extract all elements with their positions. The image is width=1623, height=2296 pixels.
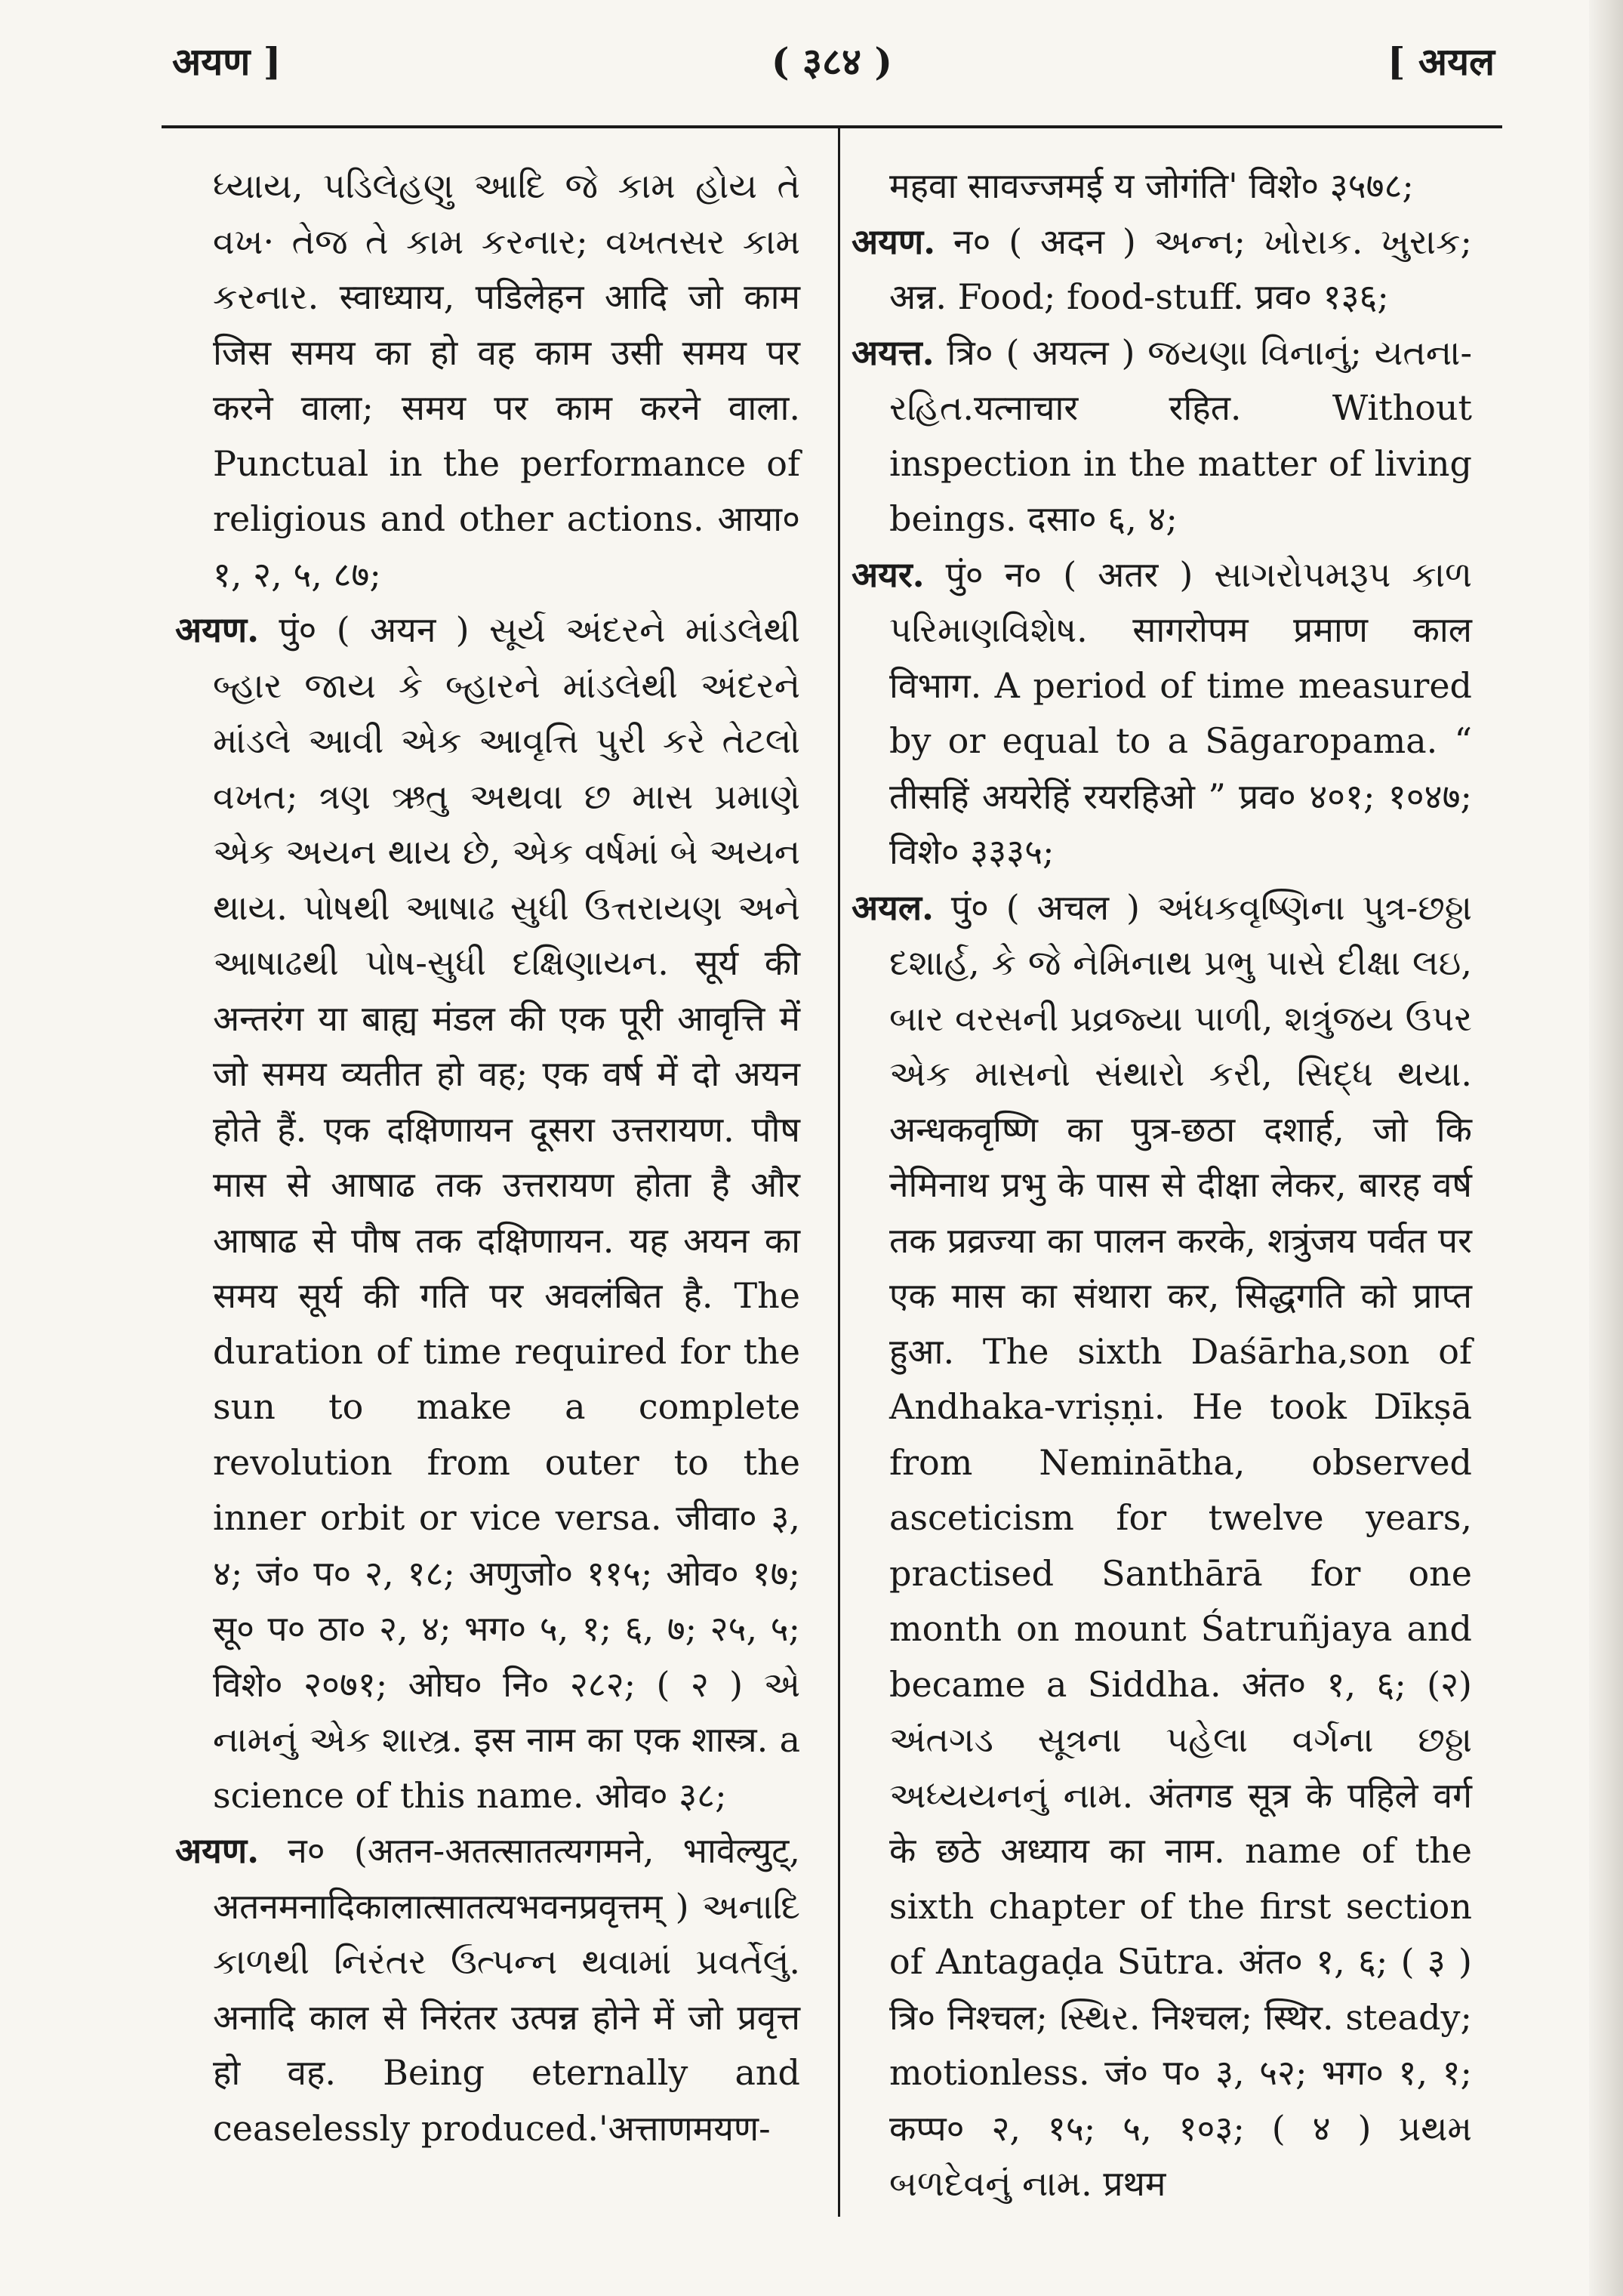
entry-text: ધ્યાય, પડિલેહણુ આદિ જે કામ હોય તે વખ· તેજ તે કામ કરનાર; વખતસર કામ કરનાર. स्वाध्याय, पडिलेहन आदि जो काम जिस समय का हो वह काम उसी समय पर करने वाला; समय पर काम करने वाला. Punctual in the performance of religious and other actions. आया० १, २, ५, ८७; [213,165,800,595]
entry-text: महवा सावज्जमई य जोगंति' विशे० ३५७८; [889,165,1414,206]
entry-text: न० (अतन-अतत्सातत्यगमने, भावेल्युट्, अतनमनादिकालात्सातत्यभवनप्रवृत्तम् ) અનાદિ કાળથી નિરંતર ઉત્પન્ન થવામાં પ્રવર્તેલું. अनादि काल से निरंतर उत्पन्न होने में जो प्रवृत्त हो वह. Being eternally and ceaselessly produced.'अत्ताणमयण- [213,1830,800,2149]
page-edge-shadow [1589,0,1623,2296]
entry-headword: अयण. [175,1830,260,1871]
dictionary-entry-continuation [852,159,1472,214]
column-divider [838,125,840,2217]
dictionary-entry [852,547,1472,880]
dictionary-entry [175,603,800,1823]
dictionary-entry [175,1823,800,2156]
entry-text: त्रि० ( अयत्न ) જયણા વિનાનું; યતના-રહિત.यत्नाचार रहित. Without inspection in the matter of living beings. दसा० ६, ४; [889,331,1472,539]
page-header [162,35,1502,103]
entry-text: न० ( अदन ) અન્ન; ખોરાક. ખુરાક; अन्न. Food; food-stuff. प्रव० १३६; [889,220,1472,317]
entry-headword: अयर. [852,553,925,595]
dictionary-entry [852,880,1472,2212]
header-rule [162,125,1502,128]
entry-text: पुं० ( अयन ) સૂર્ય અંદરને માંડલેથી બ્હાર જાય કે બ્હારને માંડલેથી અંદરને માંડલે આવી એક આવૃત્તિ પુરી કરે તેટલો વખત; ત્રણ ઋતુ અથવા છ માસ પ્રમાણે એક અયન થાય છે, એક વર્ષમાં બે અયન થાય. પોષથી આષાઢ સુધી ઉત્તરાયણ અને આષાઢથી પોષ-સુધી દક્ષિણાયન. सूर्य की अन्तरंग या बाह्य मंडल की एक पूरी आवृत्ति में जो समय व्यतीत हो वह; एक वर्ष में दो अयन होते हैं. एक दक्षिणायन दूसरा उत्तरायण. पौष मास से आषाढ तक उत्तरायण होता है और आषाढ से पौष तक दक्षिणायन. यह अयन का समय सूर्य की गति पर अवलंबित है. The duration of time required for the sun to make a complete revolution from outer to the inner orbit or vice versa. जीवा० ३, ४; जं० प० २, १८; अणुजो० ११५; ओव० १७; सू० प० ठा० २, ४; भग० ५, १; ६, ७; २५, ५; विशे० २०७१; ओघ० नि० २८२; ( २ ) એ નામનું એક શાસ્ત્ર. इस नाम का एक शास्त्र. a science of this name. ओव० ३८; [213,609,800,1816]
dictionary-entry-continuation [175,159,800,603]
entry-headword: अयत्त. [852,331,935,373]
right-column [852,159,1472,2212]
entry-headword: अयण. [175,609,260,650]
entry-text: पुं० ( अचल ) અંધકવૃષ્ણિના પુત્ર-છઠ્ઠા દશાર્હ, કે જે નેમિનાથ પ્રભુ પાસે દીક્ષા લઇ, બાર વરસની પ્રવ્રજ્યા પાળી, શત્રુંજય ઉપર એક માસનો સંથારો કરી, સિદ્ધ થયા. अन्धकवृष्णि का पुत्र-छठा दशार्ह, जो कि नेमिनाथ प्रभु के पास से दीक्षा लेकर, बारह वर्ष तक प्रव्रज्या का पालन करके, शत्रुंजय पर्वत पर एक मास का संथारा कर, सिद्धगति को प्राप्त हुआ. The sixth Daśārha,son of Andhaka-vriṣṇi. He took Dīkṣā from Neminātha, observed asceticism for twelve years, practised Santhārā for one month on mount Śatruñjaya and became a Siddha. अंत० १, ६; (२) અંતગડ સૂત્રના પહેલા વર્ગના છઠ્ઠા અધ્યયનનું નામ. अंतगड सूत्र के पहिले वर्ग के छठे अध्याय का नाम. name of the sixth chapter of the first section of Antagaḍa Sūtra. अंत० १, ६; ( ३ ) त्रि० निश्चल; સ્થિર. निश्चल; स्थिर. steady; motionless. जं० प० ३, ५२; भग० १, १; कप्प० २, १५; ५, १०३; ( ४ ) પ્રથમ બળદેવનું નામ. प्रथम [889,886,1472,2204]
entry-headword: अयल. [852,886,935,928]
header-right-headword: [ अयल [1387,39,1495,84]
header-page-number: ( ३८४ ) [771,39,893,84]
header-left-headword: अयण ] [172,39,282,84]
dictionary-entry [852,325,1472,547]
entry-headword: अयण. [852,220,936,262]
entry-text: पुं० न० ( अतर ) સાગરોપમરૂપ કાળ પરિમાણવિશેષ. सागरोपम प्रमाण काल विभाग. A period of time measured by or equal to a Sāgaropama. “ तीसहिं अयरेहिं रयरहिओ ” प्रव० ४०१; १०४७; विशे० ३३३५; [889,553,1472,872]
left-column [175,159,800,2156]
dictionary-entry [852,214,1472,325]
